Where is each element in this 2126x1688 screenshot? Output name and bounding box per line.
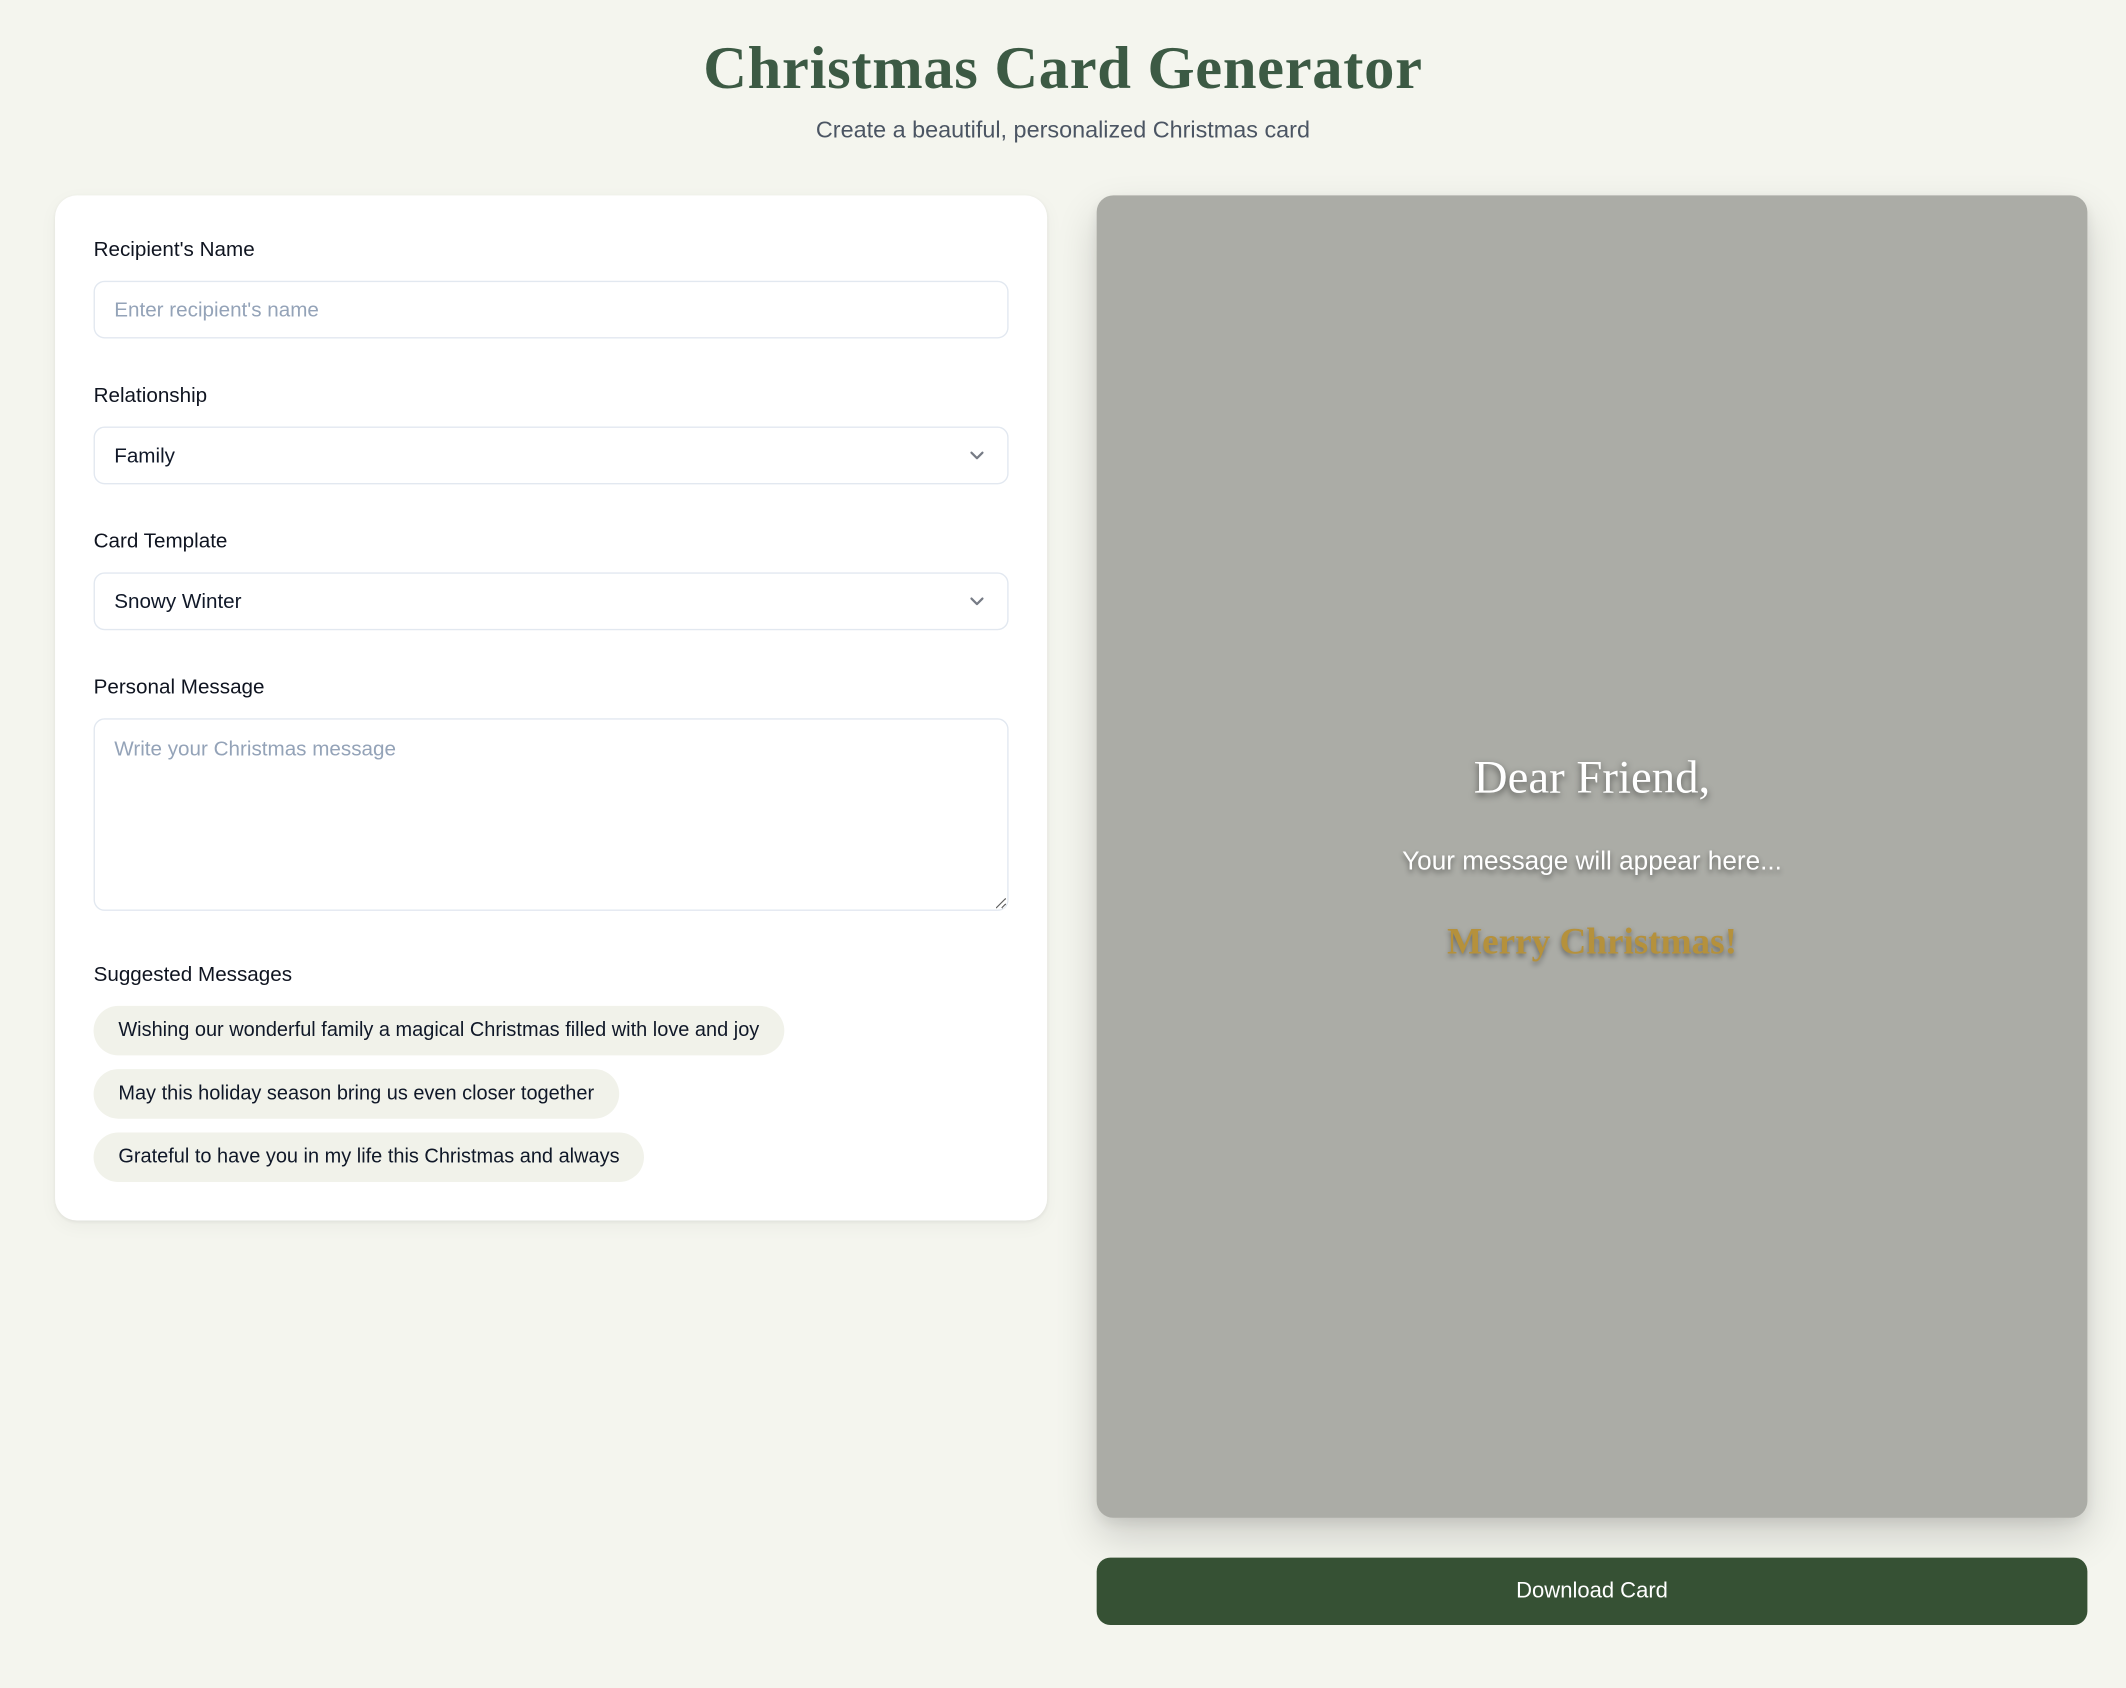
relationship-select[interactable] [94,427,1009,485]
card-form-panel [55,195,1047,1220]
suggested-messages-label: Suggested Messages [93,963,293,987]
suggested-message-pill[interactable]: Wishing our wonderful family a magical Christmas filled with love and joy [94,1006,784,1056]
relationship-selected-value: Family [114,443,175,468]
recipient-name-group [94,234,1009,339]
preview-column [1097,195,2088,1625]
relationship-group [94,380,1009,485]
download-card-button[interactable]: Download Card [1097,1558,2088,1625]
recipient-name-label: Recipient's Name [93,238,255,262]
main-content [55,195,2087,1625]
card-preview [1097,195,2088,1517]
personal-message-textarea[interactable] [94,718,1009,911]
card-closing-text: Merry Christmas! [1447,919,1737,962]
chevron-down-icon [966,590,988,612]
recipient-name-input[interactable] [94,281,1009,339]
suggested-messages-list [94,1006,1009,1182]
suggested-message-pill[interactable]: Grateful to have you in my life this Christmas and always [94,1132,645,1182]
personal-message-label: Personal Message [93,675,265,700]
card-template-select[interactable] [94,572,1009,630]
page-title: Christmas Card Generator [703,34,1423,102]
card-template-selected-value: Snowy Winter [114,589,242,614]
card-greeting-text: Dear Friend, [1473,751,1711,803]
personal-message-group [94,671,1009,917]
card-message-text: Your message will appear here... [1402,846,1782,876]
chevron-down-icon [966,444,988,466]
relationship-label: Relationship [93,383,208,408]
card-template-group [94,526,1009,631]
page-header [0,0,2126,147]
suggested-messages-group [94,959,1009,1182]
card-template-label: Card Template [93,529,228,554]
page-subtitle: Create a beautiful, personalized Christmas card [815,116,1310,144]
suggested-message-pill[interactable]: May this holiday season bring us even closer together [94,1069,619,1119]
